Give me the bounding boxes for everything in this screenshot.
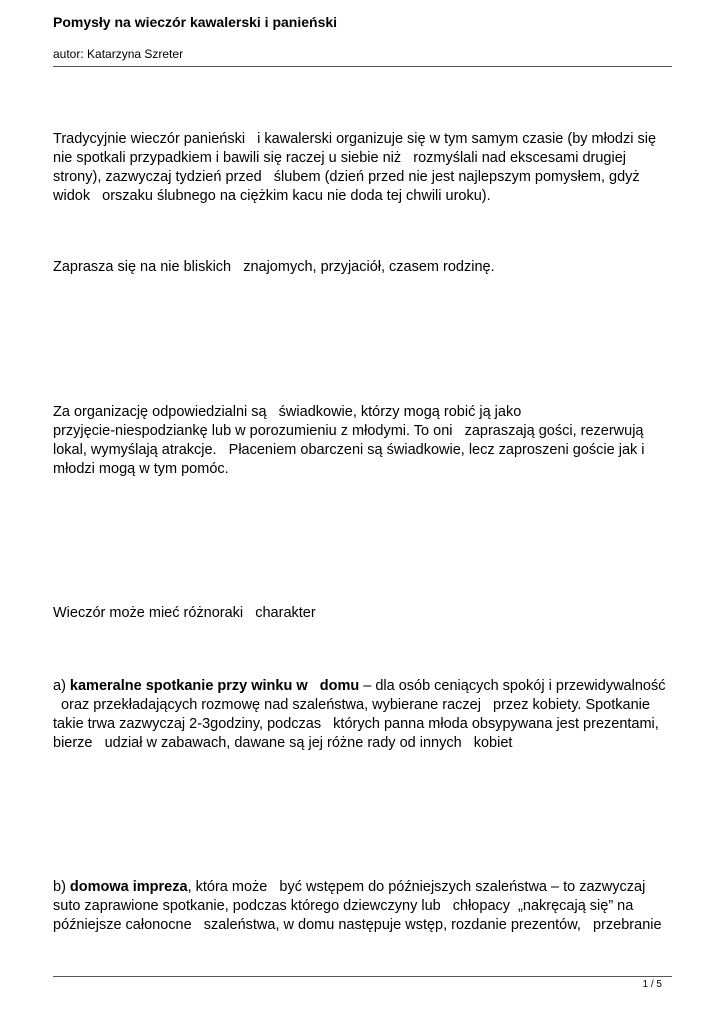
text-line: nie spotkali przypadkiem i bawili się raczej u siebie niż rozmyślali nad ekscesami drugiej bbox=[53, 150, 626, 166]
text-line: oraz przekładających rozmowę nad szaleństwa, wybierane raczej przez kobiety. Spotkanie bbox=[53, 697, 650, 713]
text-line: takie trwa zazwyczaj 2-3godziny, podczas których panna młoda obsypywana jest prezentami, bbox=[53, 716, 659, 732]
header-divider bbox=[53, 66, 672, 67]
paragraph-organization bbox=[53, 403, 678, 479]
document-title: Pomysły na wieczór kawalerski i panieński bbox=[53, 14, 338, 30]
bold-term: kameralne spotkanie przy winku w domu bbox=[69, 678, 360, 694]
text-line: Tradycyjnie wieczór panieński i kawalerski organizuje się w tym samym czasie (by młodzi się bbox=[53, 131, 657, 147]
text-span: – dla osób ceniących spokój i przewidywalność bbox=[359, 678, 666, 694]
paragraph-invitees bbox=[53, 258, 678, 277]
text-line: strony), zazwyczaj tydzień przed ślubem (dzień przed nie jest najlepszym pomysłem, gdyż bbox=[53, 169, 640, 185]
text-line: młodzi mogą w tym pomóc. bbox=[53, 461, 229, 477]
text-line: Za organizację odpowiedzialni są świadkowie, którzy mogą robić ją jako bbox=[53, 404, 522, 420]
paragraph-option-b bbox=[53, 878, 678, 935]
text-line: bierze udział w zabawach, dawane są jej różne rady od innych kobiet bbox=[53, 735, 513, 751]
page-number: 1 / 5 bbox=[642, 979, 662, 990]
text-line: Wieczór może mieć różnoraki charakter bbox=[53, 605, 316, 621]
text-line: widok orszaku ślubnego na ciężkim kacu nie doda tej chwili uroku). bbox=[53, 188, 491, 204]
text-line: późniejsze całonocne szaleństwa, w domu następuje wstęp, rozdanie prezentów, przebranie bbox=[53, 917, 662, 933]
text-line bbox=[53, 677, 678, 696]
text-line: lokal, wymyślają atrakcje. Płaceniem obarczeni są świadkowie, lecz zaproszeni goście jak i bbox=[53, 442, 645, 458]
list-marker: b) bbox=[53, 879, 70, 895]
paragraph-character bbox=[53, 604, 678, 623]
list-marker: a) bbox=[53, 678, 70, 694]
bold-term: domowa impreza bbox=[69, 879, 188, 895]
paragraph-option-a bbox=[53, 677, 678, 753]
text-span: , która może być wstępem do późniejszych szaleństwa – to zazwyczaj bbox=[187, 879, 646, 895]
footer-divider bbox=[53, 976, 672, 977]
text-line: suto zaprawione spotkanie, podczas którego dziewczyny lub chłopacy „nakręcają się” na bbox=[53, 898, 634, 914]
document-author: autor: Katarzyna Szreter bbox=[53, 47, 184, 61]
text-line bbox=[53, 878, 678, 897]
text-line: Zaprasza się na nie bliskich znajomych, przyjaciół, czasem rodzinę. bbox=[53, 259, 495, 275]
text-line: przyjęcie-niespodziankę lub w porozumieniu z młodymi. To oni zapraszają gości, rezerwują bbox=[53, 423, 644, 439]
paragraph-intro bbox=[53, 130, 678, 206]
